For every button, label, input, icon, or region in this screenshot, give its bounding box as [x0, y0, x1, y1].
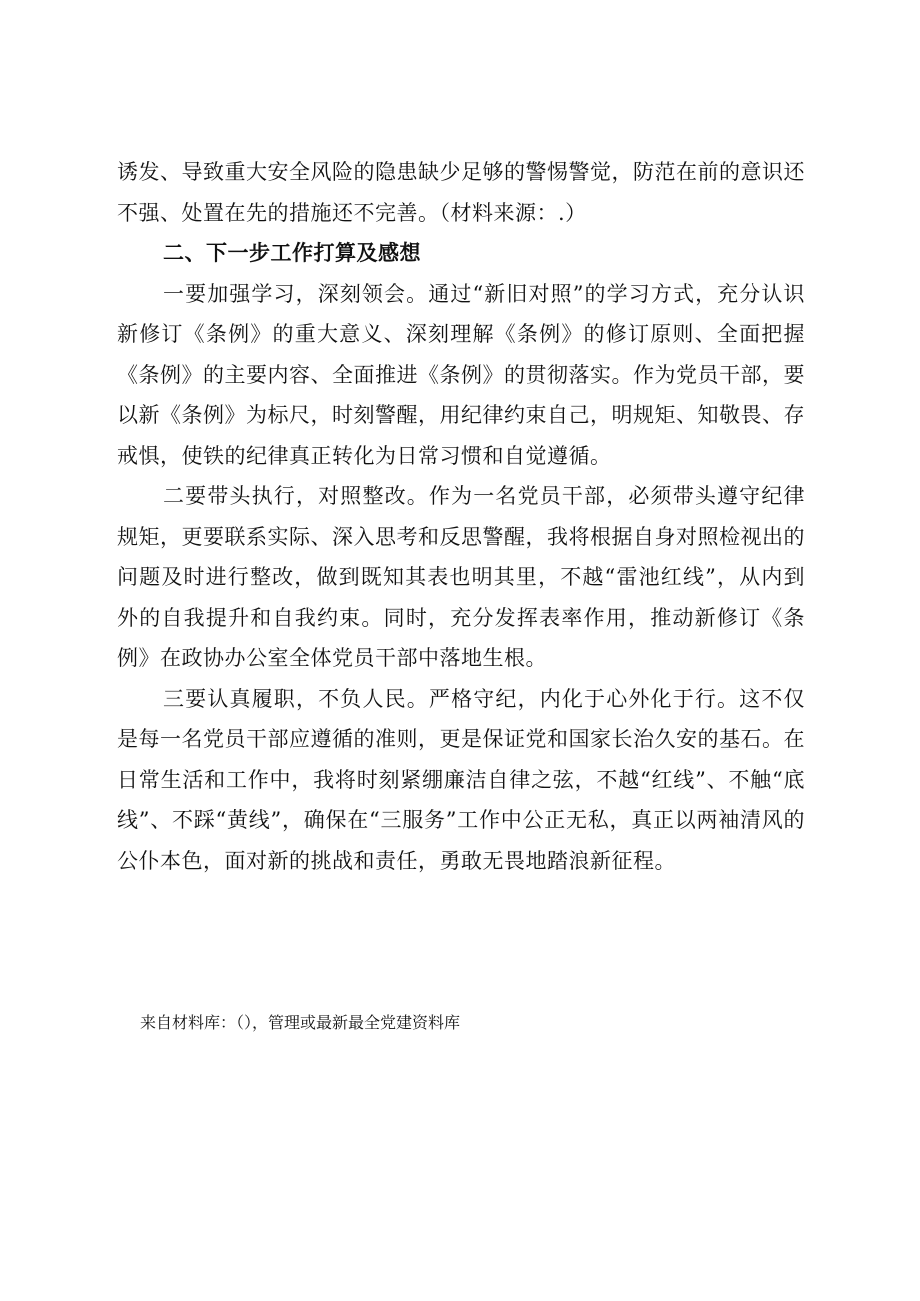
paragraph-study: 一要加强学习，深刻领会。通过“新旧对照”的学习方式，充分认识新修订《条例》的重大意义、深刻理解《条例》的修订原则、全面把握《条例》的主要内容、全面推进《条例》的贯彻落实。作为党员干部，要以新《条例》为标尺，时刻警醒，用纪律约束自己，明规矩、知敬畏、存戒惧，使铁的纪律真正转化为日常习惯和自觉遵循。 — [117, 281, 805, 468]
section-heading: 二、下一步工作打算及感想 — [163, 241, 421, 265]
intro-paragraph: 诱发、导致重大安全风险的隐患缺少足够的警惕警觉，防范在前的意识还不强、处置在先的措施还不完善。（材料来源：.） — [117, 160, 805, 225]
document-body — [117, 152, 805, 881]
paragraph-duty: 三要认真履职，不负人民。严格守纪，内化于心外化于行。这不仅是每一名党员干部应遵循的准则，更是保证党和国家长治久安的基石。在日常生活和工作中，我将时刻紧绷廉洁自律之弦，不越“红线”、不触“底线”、不踩“黄线”，确保在“三服务”工作中公正无私，真正以两袖清风的公仆本色，面对新的挑战和责任，勇敢无畏地踏浪新征程。 — [117, 686, 805, 873]
footer-note: 来自材料库：（），管理或最新最全党建资料库 — [140, 1013, 461, 1032]
paragraph-rectify: 二要带头执行，对照整改。作为一名党员干部，必须带头遵守纪律规矩，更要联系实际、深入思考和反思警醒，我将根据自身对照检视出的问题及时进行整改，做到既知其表也明其里，不越“雷池红线”，从内到外的自我提升和自我约束。同时，充分发挥表率作用，推动新修订《条例》在政协办公室全体党员干部中落地生根。 — [117, 484, 805, 670]
